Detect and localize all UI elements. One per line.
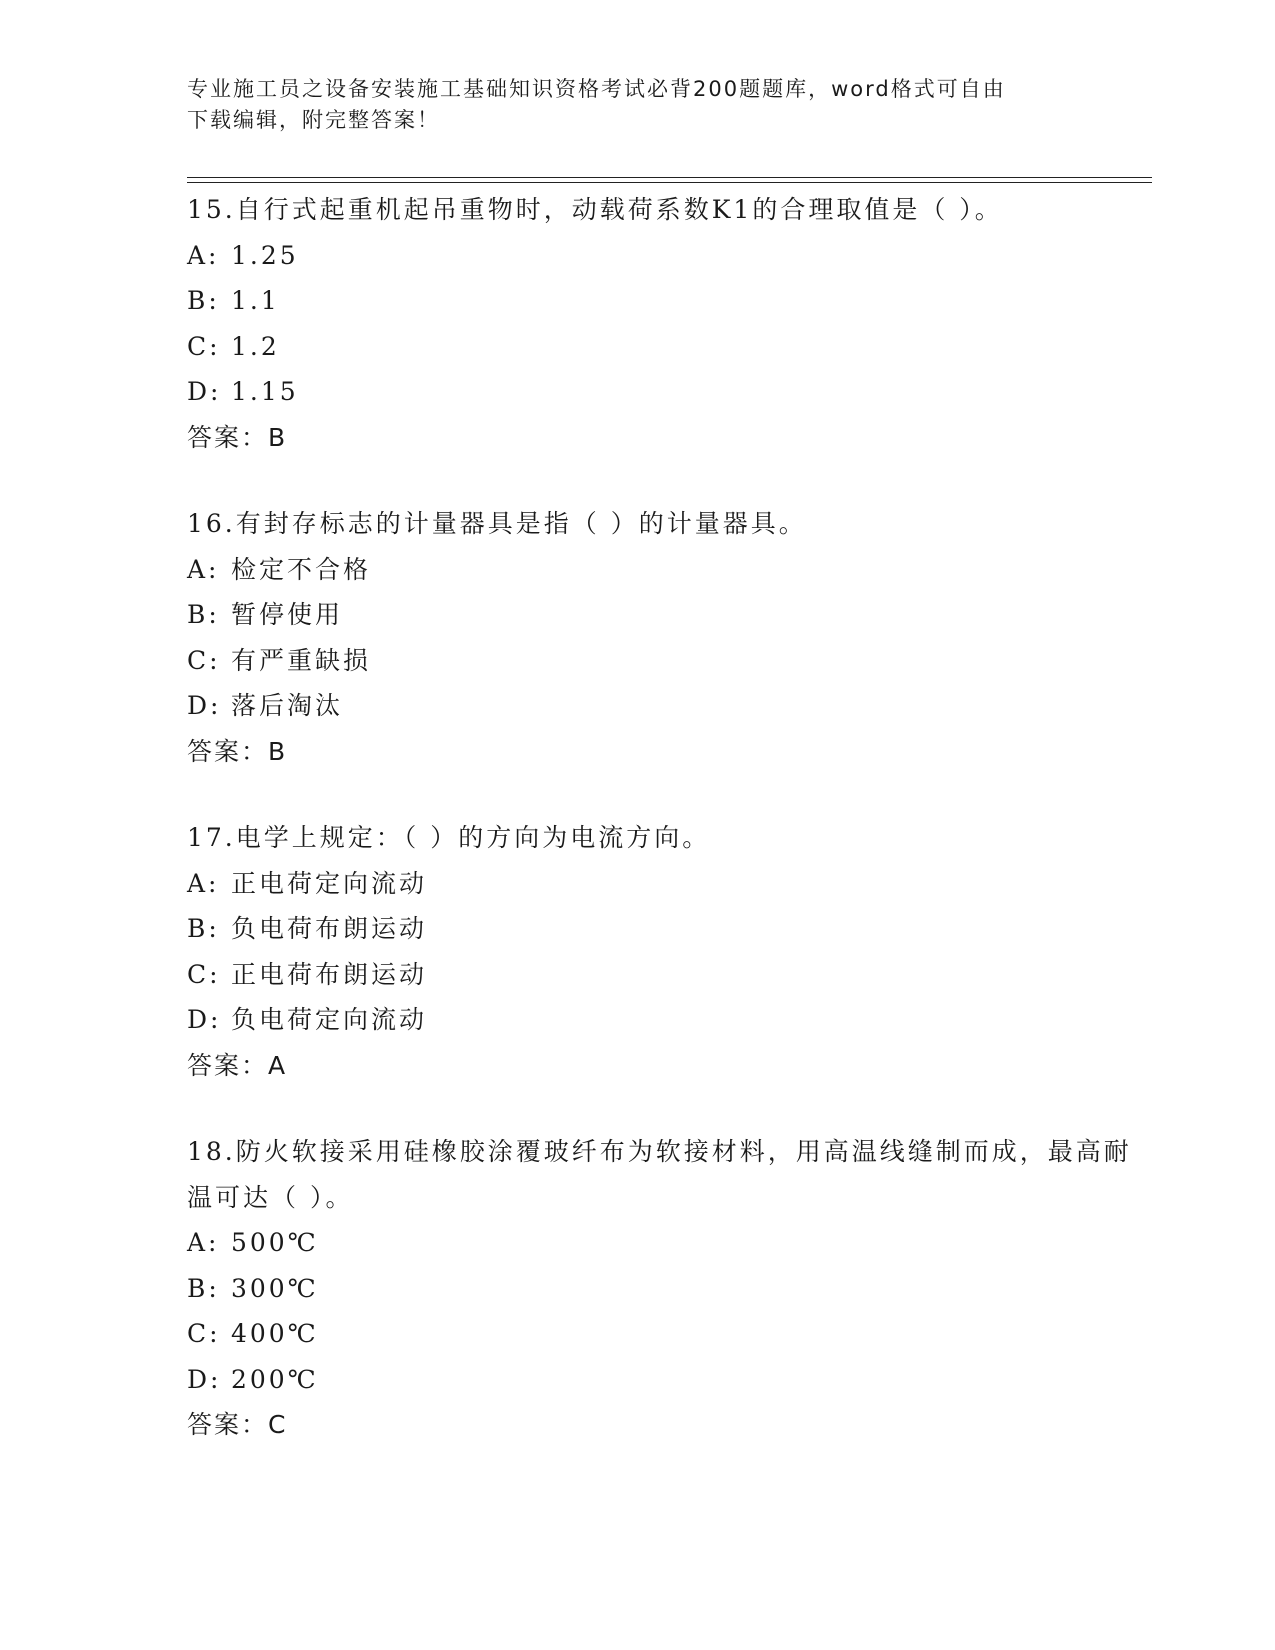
option-text: 负电荷定向流动 bbox=[231, 1005, 428, 1034]
option-key: C: bbox=[187, 1319, 221, 1348]
header-line-2: 下载编辑，附完整答案！ bbox=[187, 108, 440, 132]
option-text: 300℃ bbox=[231, 1273, 319, 1303]
option-c bbox=[187, 324, 1152, 370]
option-text: 1.1 bbox=[231, 286, 280, 315]
question-stem: 18.防火软接采用硅橡胶涂覆玻纤布为软接材料，用高温线缝制而成，最高耐温可达（ ）。 bbox=[187, 1137, 1132, 1212]
option-text: 400℃ bbox=[231, 1319, 319, 1348]
option-b bbox=[187, 1266, 1152, 1312]
option-key: C: bbox=[187, 645, 221, 675]
option-key: A: bbox=[187, 240, 220, 270]
option-text: 落后淘汰 bbox=[231, 691, 344, 720]
answer-line: 答案：B bbox=[187, 736, 288, 766]
option-b bbox=[187, 278, 1152, 324]
question-17 bbox=[187, 815, 1152, 1088]
option-key: D: bbox=[187, 1005, 222, 1034]
option-d bbox=[187, 997, 1152, 1043]
option-a bbox=[187, 233, 1152, 279]
option-text: 1.15 bbox=[231, 377, 299, 406]
option-key: B: bbox=[187, 286, 220, 315]
header-divider-bottom bbox=[187, 182, 1152, 183]
option-text: 200℃ bbox=[231, 1364, 319, 1394]
option-text: 1.25 bbox=[231, 240, 299, 270]
answer-line: 答案：C bbox=[187, 1410, 288, 1439]
question-list bbox=[187, 187, 1152, 1489]
option-key: D: bbox=[187, 1364, 222, 1394]
answer-line: 答案：A bbox=[187, 1050, 288, 1080]
option-text: 正电荷布朗运动 bbox=[231, 959, 428, 989]
option-key: C: bbox=[187, 959, 221, 989]
option-c bbox=[187, 952, 1152, 998]
option-a bbox=[187, 1220, 1152, 1266]
option-text: 检定不合格 bbox=[231, 554, 372, 584]
option-b bbox=[187, 906, 1152, 952]
option-text: 负电荷布朗运动 bbox=[231, 914, 428, 943]
document-header bbox=[187, 74, 1067, 136]
header-divider-top bbox=[187, 177, 1152, 178]
question-16 bbox=[187, 501, 1152, 774]
header-line-1: 专业施工员之设备安装施工基础知识资格考试必背200题题库，word格式可自由 bbox=[187, 77, 1006, 101]
option-key: C: bbox=[187, 331, 221, 361]
option-d bbox=[187, 369, 1152, 415]
option-text: 有严重缺损 bbox=[231, 645, 372, 675]
option-key: D: bbox=[187, 377, 222, 406]
option-key: A: bbox=[187, 554, 220, 584]
question-18 bbox=[187, 1129, 1152, 1448]
question-15 bbox=[187, 187, 1152, 460]
option-text: 正电荷定向流动 bbox=[231, 868, 428, 898]
option-key: B: bbox=[187, 600, 220, 629]
answer-line: 答案：B bbox=[187, 422, 288, 452]
option-d bbox=[187, 1357, 1152, 1403]
option-text: 500℃ bbox=[231, 1228, 319, 1257]
option-d bbox=[187, 683, 1152, 729]
option-b bbox=[187, 592, 1152, 638]
question-stem: 15.自行式起重机起吊重物时，动载荷系数K1的合理取值是（ ）。 bbox=[187, 195, 1003, 224]
option-key: A: bbox=[187, 868, 220, 898]
option-text: 暂停使用 bbox=[231, 600, 344, 629]
option-a bbox=[187, 861, 1152, 907]
option-text: 1.2 bbox=[231, 331, 280, 361]
option-c bbox=[187, 638, 1152, 684]
question-stem: 16.有封存标志的计量器具是指（ ）的计量器具。 bbox=[187, 509, 807, 538]
option-key: D: bbox=[187, 691, 222, 720]
option-key: A: bbox=[187, 1228, 220, 1257]
option-c bbox=[187, 1311, 1152, 1357]
option-key: B: bbox=[187, 1273, 220, 1303]
question-stem: 17.电学上规定：（ ）的方向为电流方向。 bbox=[187, 823, 711, 852]
option-a bbox=[187, 547, 1152, 593]
option-key: B: bbox=[187, 914, 220, 943]
